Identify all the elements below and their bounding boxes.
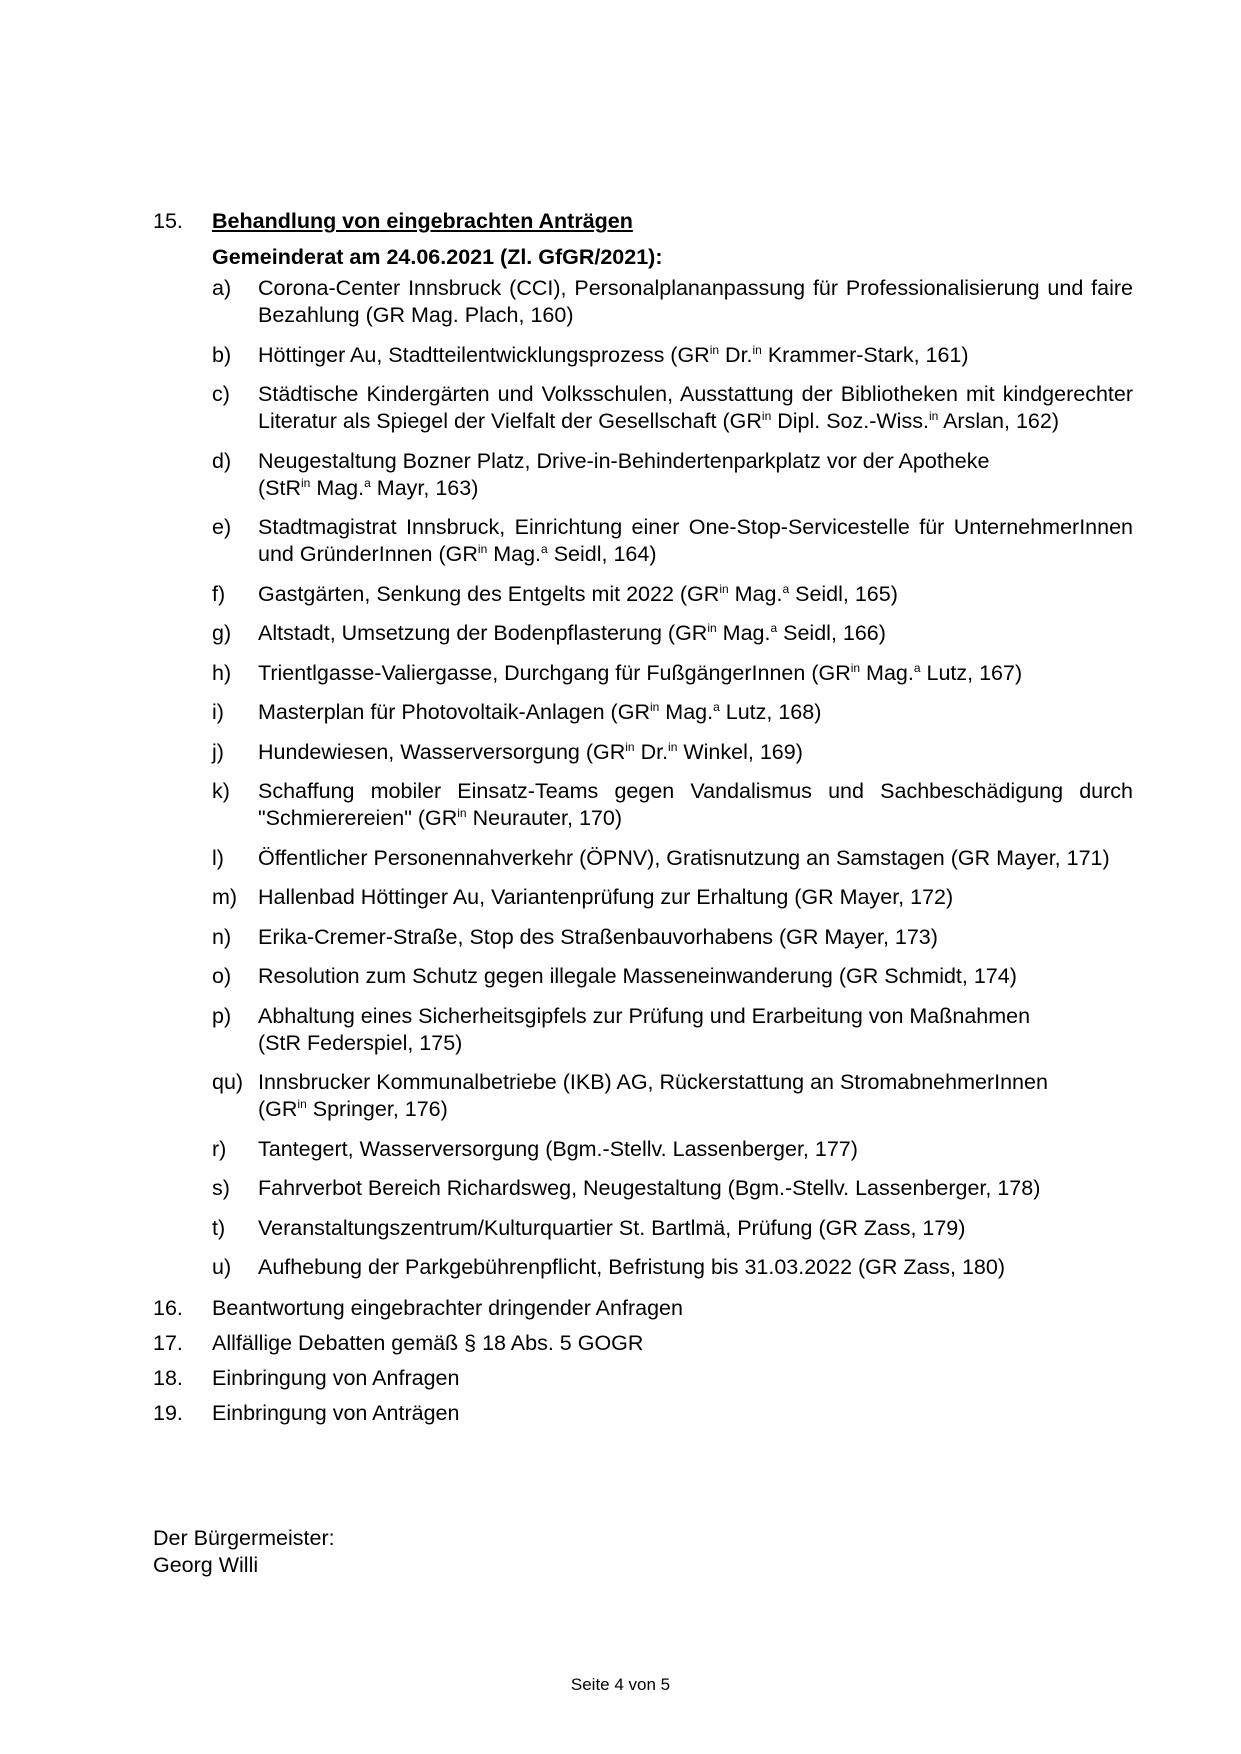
motion-item bbox=[212, 963, 1133, 990]
superscript: in bbox=[457, 806, 467, 820]
motion-letter: u) bbox=[212, 1255, 232, 1279]
motion-letter: r) bbox=[212, 1136, 227, 1161]
motion-item bbox=[212, 342, 1133, 369]
agenda-item-number: 17. bbox=[153, 1331, 183, 1355]
motion-text: Corona-Center Innsbruck (CCI), Personalplananpassung für Professionalisierung und faire Bezahlung (GR Mag. Plach, 160) bbox=[258, 276, 1133, 327]
motion-text: Schaffung mobiler Einsatz-Teams gegen Vandalismus und Sachbeschädigung durch "Schmierereien" ($GR^{in}$ Neurauter, 170) bbox=[258, 779, 1133, 830]
motion-item bbox=[212, 845, 1133, 872]
motion-text: Aufhebung der Parkgebührenpflicht, Befristung bis 31.03.2022 (GR Zass, 180) bbox=[258, 1255, 1005, 1279]
motion-text: Abhaltung eines Sicherheitsgipfels zur Prüfung und Erarbeitung von Maßnahmen (StR Federspiel, 175) bbox=[258, 1003, 1031, 1055]
motion-letter: d) bbox=[212, 448, 232, 473]
motion-letter: e) bbox=[212, 515, 232, 539]
motion-letter: k) bbox=[212, 779, 230, 803]
motion-item bbox=[212, 1175, 1133, 1202]
motion-item bbox=[212, 884, 1133, 911]
motion-text: Hundewiesen, Wasserversorgung ($GR^{in}$ Dr.$^{in}$ Winkel, 169) bbox=[258, 739, 803, 764]
superscript: in bbox=[477, 542, 488, 556]
motions-list bbox=[212, 275, 1133, 1281]
page-footer: Seite 4 von 5 bbox=[570, 1675, 671, 1694]
motion-text: Städtische Kindergärten und Volksschulen, Ausstattung der Bibliotheken mit kindgerechter Literatur als Spiegel der Vielfalt der Gesellschaft ($GR^{in}$ Dipl. Soz.-Wiss.$^{in}$ Arslan, 162) bbox=[258, 382, 1133, 433]
superscript: in bbox=[850, 660, 861, 675]
superscript: in bbox=[625, 739, 635, 754]
signature-block bbox=[153, 1525, 335, 1579]
motion-item bbox=[212, 660, 1133, 687]
motion-item bbox=[212, 1215, 1133, 1242]
motion-letter: a) bbox=[212, 276, 232, 300]
superscript: a bbox=[770, 621, 778, 635]
motion-letter: b) bbox=[212, 342, 232, 367]
motion-text: Hallenbad Höttinger Au, Variantenprüfung zur Erhaltung (GR Mayer, 172) bbox=[258, 885, 954, 909]
agenda-item bbox=[153, 1400, 1133, 1427]
superscript: a bbox=[713, 700, 720, 714]
motion-letter: h) bbox=[212, 660, 232, 685]
agenda-item bbox=[153, 1295, 1133, 1322]
agenda-item-text: Einbringung von Anfragen bbox=[212, 1366, 460, 1390]
motion-item bbox=[212, 620, 1133, 647]
superscript: in bbox=[719, 581, 729, 596]
motion-letter: j) bbox=[212, 739, 224, 764]
superscript: a bbox=[782, 581, 790, 596]
superscript: in bbox=[668, 739, 678, 754]
superscript: a bbox=[913, 660, 921, 675]
motion-item bbox=[212, 778, 1133, 832]
agenda-item-number: 16. bbox=[153, 1296, 183, 1320]
motion-item bbox=[212, 381, 1133, 435]
motion-letter: qu) bbox=[212, 1070, 244, 1094]
agenda-item-number: 18. bbox=[153, 1366, 183, 1390]
agenda-item bbox=[153, 1365, 1133, 1392]
motion-text: Höttinger Au, Stadtteilentwicklungsprozess ($GR^{in}$ Dr.$^{in}$ Krammer-Stark, 161) bbox=[258, 342, 969, 367]
agenda-item-text: Allfällige Debatten gemäß § 18 Abs. 5 GOGR bbox=[212, 1331, 644, 1355]
motion-item bbox=[212, 924, 1133, 951]
motion-text: Masterplan für Photovoltaik-Anlagen ($GR^{in}$ Mag.$^a$ Lutz, 168) bbox=[258, 700, 822, 724]
motion-letter: i) bbox=[212, 700, 224, 724]
motion-letter: o) bbox=[212, 964, 232, 988]
motion-letter: c) bbox=[212, 382, 230, 406]
motion-letter: p) bbox=[212, 1003, 232, 1028]
motion-letter: l) bbox=[212, 845, 224, 870]
motion-text: Fahrverbot Bereich Richardsweg, Neugestaltung (Bgm.-Stellv. Lassenberger, 178) bbox=[258, 1176, 1041, 1200]
motion-letter: f) bbox=[212, 581, 226, 606]
motion-letter: g) bbox=[212, 621, 232, 645]
motion-item bbox=[212, 699, 1133, 726]
motion-text: Öffentlicher Personennahverkehr (ÖPNV), Gratisnutzung an Samstagen (GR Mayer, 171) bbox=[258, 845, 1110, 870]
motion-item bbox=[212, 514, 1133, 568]
motion-text: Gastgärten, Senkung des Entgelts mit 2022 ($GR^{in}$ Mag.$^a$ Seidl, 165) bbox=[258, 581, 898, 606]
motion-item bbox=[212, 1254, 1133, 1281]
superscript: in bbox=[709, 342, 720, 357]
motion-text: Tantegert, Wasserversorgung (Bgm.-Stellv. Lassenberger, 177) bbox=[258, 1136, 858, 1161]
motion-item bbox=[212, 581, 1133, 608]
motion-text: Resolution zum Schutz gegen illegale Masseneinwanderung (GR Schmidt, 174) bbox=[258, 964, 1017, 988]
section-subheading: Gemeinderat am 24.06.2021 (Zl. GfGR/2021): bbox=[212, 245, 663, 269]
superscript: in bbox=[928, 409, 939, 423]
motion-item bbox=[212, 1069, 1133, 1123]
agenda-section-15 bbox=[153, 208, 1133, 1435]
motion-text: Altstadt, Umsetzung der Bodenpflasterung ($GR^{in}$ Mag.$^a$ Seidl, 166) bbox=[258, 621, 886, 645]
agenda-item-text: Einbringung von Anträgen bbox=[212, 1401, 460, 1425]
motion-item bbox=[212, 275, 1133, 329]
signature-name: Georg Willi bbox=[153, 1553, 259, 1577]
motion-text: Trientlgasse-Valiergasse, Durchgang für FußgängerInnen ($GR^{in}$ Mag.$^a$ Lutz, 167) bbox=[258, 660, 1023, 685]
section-title: Behandlung von eingebrachten Anträgen bbox=[212, 209, 633, 233]
motion-text: Erika-Cremer-Straße, Stop des Straßenbauvorhabens (GR Mayer, 173) bbox=[258, 924, 938, 949]
motion-item bbox=[212, 739, 1133, 766]
motion-letter: s) bbox=[212, 1176, 230, 1200]
superscript: a bbox=[364, 475, 371, 490]
signature-role: Der Bürgermeister: bbox=[153, 1526, 335, 1550]
agenda-item-number: 19. bbox=[153, 1401, 183, 1425]
superscript: in bbox=[301, 475, 311, 490]
agenda-item bbox=[153, 1330, 1133, 1357]
agenda-list bbox=[153, 1295, 1133, 1427]
superscript: in bbox=[761, 409, 772, 423]
superscript: a bbox=[541, 542, 548, 556]
motion-letter: m) bbox=[212, 885, 238, 909]
motion-text: Stadtmagistrat Innsbruck, Einrichtung einer One-Stop-Servicestelle für UnternehmerInnen und GründerInnen ($GR^{in}$ Mag.$^a$ Seidl, 164) bbox=[258, 515, 1133, 566]
superscript: in bbox=[707, 621, 717, 635]
agenda-item-text: Beantwortung eingebrachter dringender Anfragen bbox=[212, 1296, 683, 1320]
superscript: in bbox=[649, 700, 660, 714]
superscript: in bbox=[297, 1097, 307, 1111]
motion-letter: n) bbox=[212, 924, 232, 949]
motion-text: Innsbrucker Kommunalbetriebe (IKB) AG, Rückerstattung an StromabnehmerInnen ($GR^{in}$ Springer, 176) bbox=[258, 1070, 1048, 1121]
motion-text: Veranstaltungszentrum/Kulturquartier St. Bartlmä, Prüfung (GR Zass, 179) bbox=[258, 1215, 966, 1240]
motion-letter: t) bbox=[212, 1215, 226, 1240]
section-15-body bbox=[212, 208, 1133, 1295]
section-number: 15. bbox=[153, 209, 183, 233]
motion-item bbox=[212, 1003, 1133, 1057]
motion-text: Neugestaltung Bozner Platz, Drive-in-Behindertenparkplatz vor der Apotheke (StR$^{in}$ Mag.$^a$ Mayr, 163) bbox=[258, 448, 990, 500]
section-15-heading-row bbox=[153, 208, 1133, 1295]
motion-item bbox=[212, 448, 1133, 502]
superscript: in bbox=[752, 342, 762, 357]
motion-item bbox=[212, 1136, 1133, 1163]
